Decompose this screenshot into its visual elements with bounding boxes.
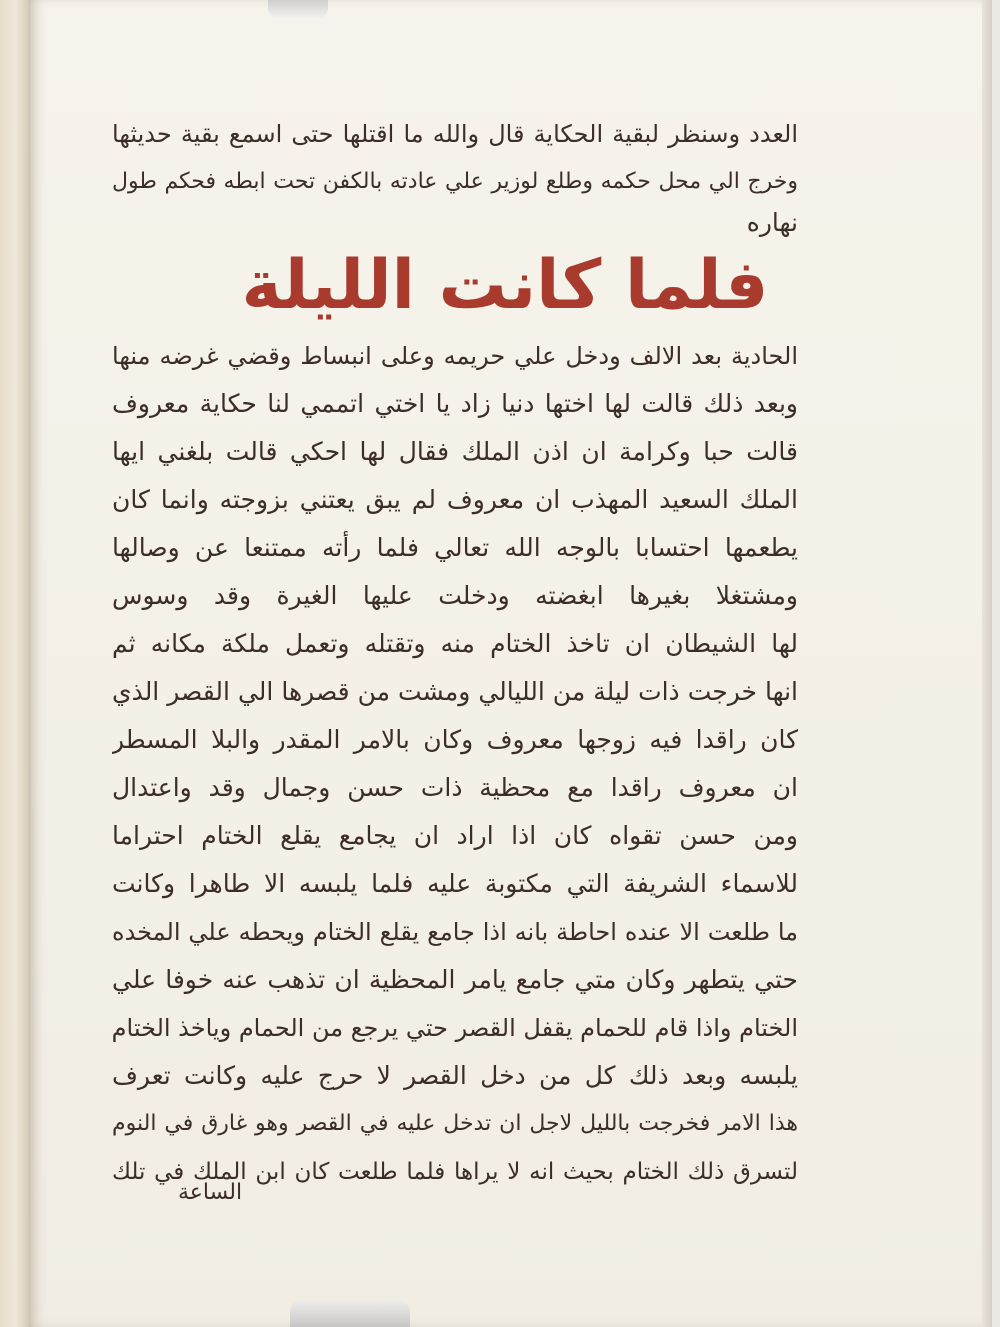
text-line: حتي يتطهر وكان متي جامع يامر المحظية ان تذهب عنه خوفا علي xyxy=(112,965,798,994)
page-clip-top xyxy=(268,0,328,18)
text-line: الختام واذا قام للحمام يقفل القصر حتي يرجع من الحمام وياخذ الختام xyxy=(112,1014,798,1042)
text-line: كان راقدا فيه زوجها معروف وكان بالامر المقدر والبلا المسطر xyxy=(112,725,798,754)
text-line: وخرج الي محل حكمه وطلع لوزير علي عادته بالكفن تحت ابطه فحكم طول xyxy=(112,169,798,194)
text-line: ومشتغلا بغيرها ابغضته ودخلت عليها الغيرة وقد وسوس xyxy=(112,581,798,610)
text-line: يلبسه وبعد ذلك كل من دخل القصر لا حرج عليه وكانت تعرف xyxy=(112,1061,798,1090)
text-line: الحادية بعد الالف ودخل علي حريمه وعلى انبساط وقضي غرضه منها xyxy=(112,342,798,370)
text-line: نهاره xyxy=(746,208,798,237)
text-line: وبعد ذلك قالت لها اختها دنيا زاد يا اختي اتممي لنا حكاية معروف xyxy=(112,389,798,418)
text-line: يطعمها احتسابا بالوجه الله تعالي فلما رأته ممتنعا عن وصالها xyxy=(112,533,798,562)
text-line: الملك السعيد المهذب ان معروف لم يبق يعتني بزوجته وانما كان xyxy=(112,485,798,514)
page-right-edge xyxy=(982,0,992,1327)
text-line: للاسماء الشريفة التي مكتوبة عليه فلما يلبسه الا طاهرا وكانت xyxy=(112,869,798,898)
text-line: انها خرجت ذات ليلة من الليالي ومشت من قصرها الي القصر الذي xyxy=(112,677,798,706)
text-line: ان معروف راقدا مع محظية ذات حسن وجمال وقد واعتدال xyxy=(112,773,798,802)
manuscript-text xyxy=(112,110,798,1196)
text-line: قالت حبا وكرامة ان اذن الملك فقال لها احكي قالت بلغني ايها xyxy=(112,437,798,466)
text-line: هذا الامر فخرجت بالليل لاجل ان تدخل عليه في القصر وهو غارق في النوم xyxy=(112,1111,798,1136)
rubric-heading: فلما كانت الليلة xyxy=(241,246,769,325)
text-line: ومن حسن تقواه كان اذا اراد ان يجامع يقلع الختام احتراما xyxy=(112,821,798,850)
page-clip-bottom xyxy=(290,1300,410,1327)
text-line: لها الشيطان ان تاخذ الختام منه وتقتله وتعمل ملكة مكانه ثم xyxy=(112,629,798,658)
text-line: لتسرق ذلك الختام بحيث انه لا يراها فلما طلعت كان ابن الملك في تلك xyxy=(112,1159,798,1185)
text-line: ما طلعت الا عنده احاطة بانه اذا جامع يقلع الختام ويحطه علي المخده xyxy=(112,918,798,946)
text-line: العدد وسنظر لبقية الحكاية قال والله ما اقتلها حتى اسمع بقية حديثها xyxy=(112,120,798,148)
catchword: الساعة xyxy=(178,1180,243,1205)
facing-page-edge xyxy=(0,0,34,1327)
